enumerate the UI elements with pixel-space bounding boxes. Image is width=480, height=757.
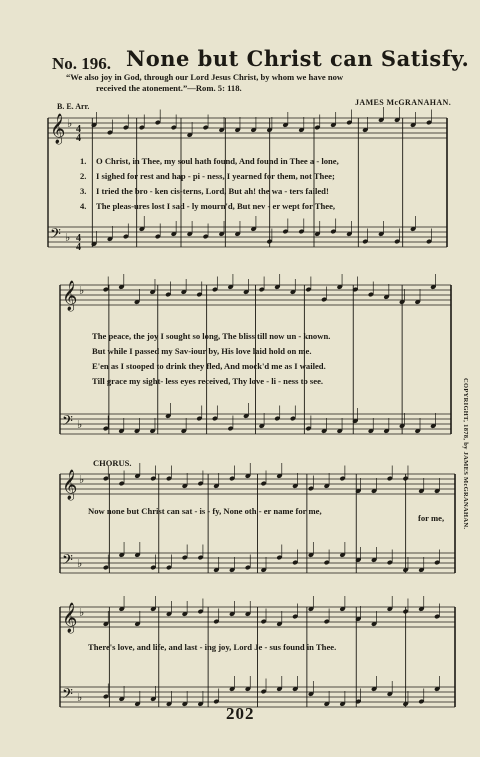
chorus-line-2: There's love, and life, and last - ing joy, Lord Je - sus found in Thee. <box>88 642 337 652</box>
epigraph-line-2: received the atonement.”—Rom. 5: 118. <box>96 83 242 93</box>
verse-2-line-1: 2. I sighed for rest and hap - pi - ness, I yearned for them, not Thee; <box>80 171 335 181</box>
scripture-epigraph <box>66 72 446 94</box>
composer-credit: JAMES McGRANAHAN. <box>355 98 452 107</box>
system-2-bass-bass-clef: 𝄢 <box>62 413 73 433</box>
verse-1-line-2: The peace, the joy I sought so long, The bliss till now un - known. <box>92 331 331 341</box>
system-2-treble-flat: ♭ <box>79 284 85 297</box>
system-4-treble-flat: ♭ <box>79 606 85 619</box>
system-3-treble-treble-clef: 𝄞 <box>62 470 78 500</box>
system-1-treble-treble-clef: 𝄞 <box>50 114 66 144</box>
system-1-bass-flat: ♭ <box>65 231 71 244</box>
copyright-notice: COPYRIGHT, 1878, by JAMES McGRANAHAN. <box>462 378 469 530</box>
verse-4-line-1: 4. The pleas-ures lost I sad - ly mourn'd, But nev - er wept for Thee, <box>80 201 336 211</box>
hymn-title: None but Christ can Satisfy. <box>126 46 470 71</box>
verse-3-line-1: 3. I tried the bro - ken cis-terns, Lord, But ah! the wa - ters failed! <box>80 186 329 196</box>
system-2-treble-treble-clef: 𝄞 <box>62 281 78 311</box>
system-3-bass-flat: ♭ <box>77 557 83 570</box>
time-signature-bottom: 4 <box>76 233 81 244</box>
chorus-label: CHORUS. <box>93 458 132 468</box>
system-1-bass-bass-clef: 𝄢 <box>50 226 61 246</box>
hymn-number: No. 196. <box>52 54 112 73</box>
verse-3-line-2: E'en as I stooped to drink they fled, And mock'd me as I wailed. <box>92 361 326 371</box>
system-3-treble-flat: ♭ <box>79 473 85 486</box>
epigraph-line-1: “We also joy in God, through our Lord Jesus Christ, by whom we have now <box>66 72 344 82</box>
system-4-treble-treble-clef: 𝄞 <box>62 603 78 633</box>
system-4-bass-flat: ♭ <box>77 691 83 704</box>
system-4-bass-bass-clef: 𝄢 <box>62 686 73 706</box>
system-1-treble-flat: ♭ <box>67 117 73 130</box>
verse-1-line-1: 1. O Christ, in Thee, my soul hath found, And found in Thee a - lone, <box>80 156 339 166</box>
chorus-line-1: Now none but Christ can sat - is - fy, None oth - er name for me, <box>88 506 322 516</box>
system-3-bass-bass-clef: 𝄢 <box>62 552 73 572</box>
page-number: 202 <box>226 704 255 723</box>
chorus-line-1-tail: for me, <box>418 513 445 523</box>
arranger-credit: B. E. Arr. <box>57 102 90 111</box>
system-2-bass-flat: ♭ <box>77 418 83 431</box>
time-signature-top: 4 <box>76 133 81 144</box>
time-signature-top: 4 <box>76 124 81 135</box>
time-signature-bottom: 4 <box>76 242 81 253</box>
verse-2-line-2: But while I passed my Sav-iour by, His love laid hold on me. <box>92 346 312 356</box>
verse-4-line-2: Till grace my sight- less eyes received, Thy love - li - ness to see. <box>92 376 324 386</box>
